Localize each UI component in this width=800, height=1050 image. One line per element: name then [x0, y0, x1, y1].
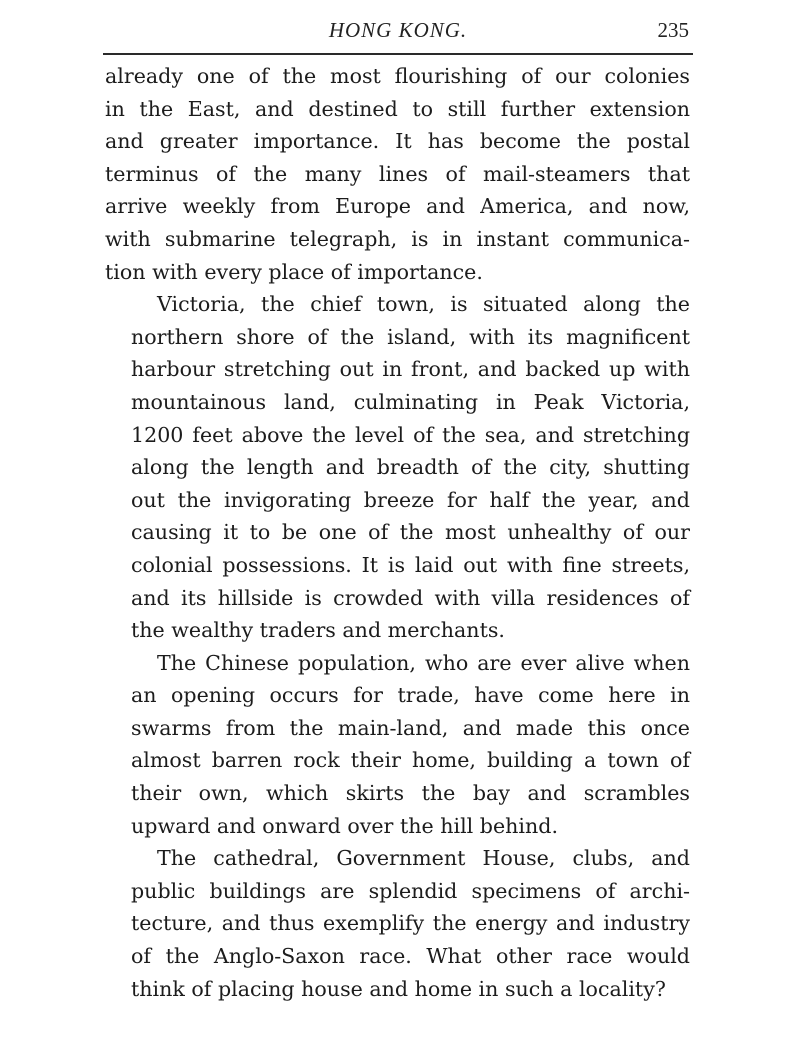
text-line: northern shore of the island, with its magnificent	[131, 324, 690, 349]
text-line: think of placing house and home in such a locality?	[131, 976, 666, 1001]
text-line: terminus of the many lines of mail-steamers that	[105, 161, 690, 186]
text-line: mountainous land, culminating in Peak Victoria,	[131, 389, 690, 414]
text-line: arrive weekly from Europe and America, and now,	[105, 194, 690, 219]
text-line: and greater importance. It has become the postal	[105, 129, 690, 154]
paragraph	[105, 60, 690, 288]
page-number: 235	[657, 18, 689, 42]
text-line: and its hillside is crowded with villa residences of	[131, 585, 690, 610]
paragraph	[105, 647, 690, 843]
text-line: The cathedral, Government House, clubs, and	[157, 846, 690, 871]
text-line: of the Anglo-Saxon race. What other race would	[131, 944, 690, 969]
text-line: along the length and breadth of the city, shutting	[131, 455, 690, 480]
text-line: The Chinese population, who are ever alive when	[157, 650, 690, 675]
text-line: almost barren rock their home, building a town of	[131, 748, 690, 773]
text-line: 1200 feet above the level of the sea, and stretching	[131, 422, 690, 447]
text-line: swarms from the main-land, and made this once	[131, 715, 690, 740]
body-text	[105, 60, 690, 1005]
text-line: causing it to be one of the most unhealthy of our	[131, 520, 690, 545]
text-line: colonial possessions. It is laid out with fine streets,	[131, 552, 690, 577]
text-line: already one of the most flourishing of our colonies	[105, 64, 690, 88]
text-line: public buildings are splendid specimens of archi-	[131, 878, 690, 903]
text-line: tecture, and thus exemplify the energy and industry	[131, 911, 690, 936]
paragraph	[105, 288, 690, 647]
running-title: HONG KONG.	[328, 18, 468, 42]
text-line: upward and onward over the hill behind.	[131, 813, 558, 838]
text-line: Victoria, the chief town, is situated along the	[157, 292, 690, 317]
text-line: harbour stretching out in front, and backed up with	[131, 357, 690, 382]
text-line: tion with every place of importance.	[105, 259, 483, 284]
text-line: out the invigorating breeze for half the year, and	[131, 487, 690, 512]
text-line: an opening occurs for trade, have come here in	[131, 683, 690, 708]
running-head	[103, 16, 693, 46]
text-line: with submarine telegraph, is in instant communica-	[105, 226, 690, 251]
text-line: in the East, and destined to still further extension	[105, 96, 690, 121]
text-line: the wealthy traders and merchants.	[131, 618, 505, 643]
paragraph	[105, 842, 690, 1005]
text-line: their own, which skirts the bay and scrambles	[131, 781, 690, 806]
header-rule	[103, 53, 693, 55]
